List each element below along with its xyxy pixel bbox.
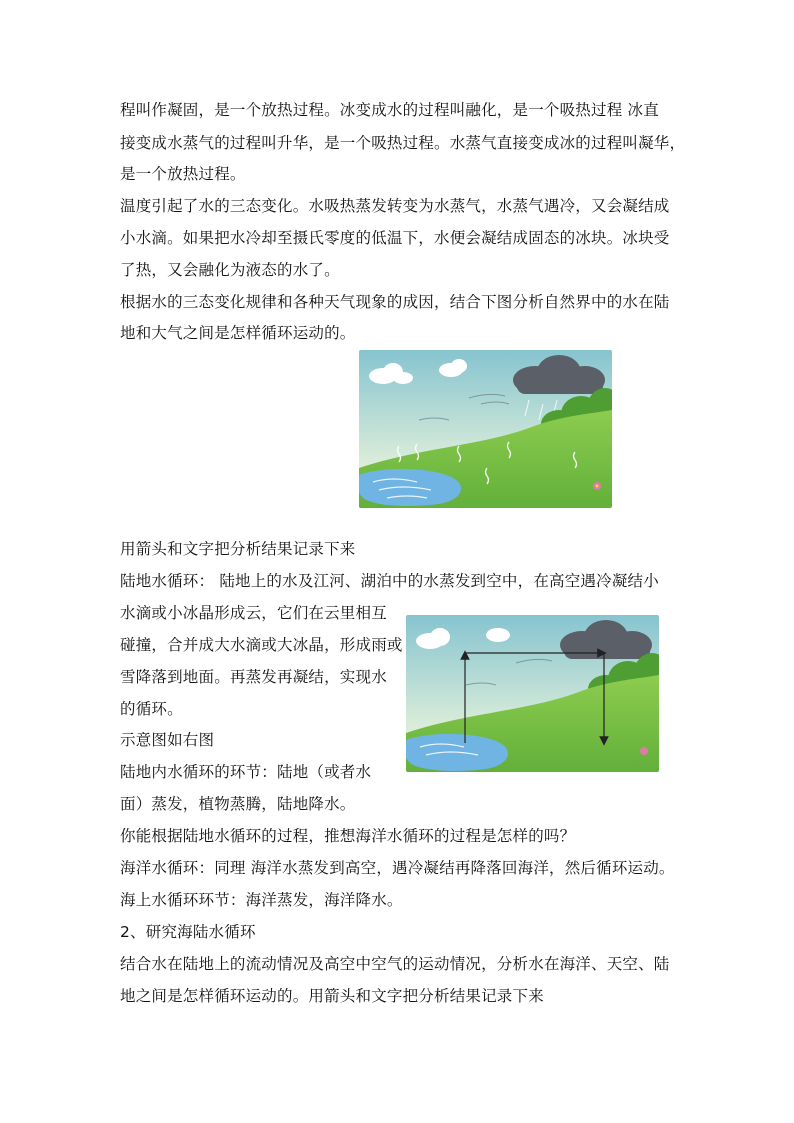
text-line: 温度引起了水的三态变化。水吸热蒸发转变为水蒸气，水蒸气遇冷，又会凝结成	[120, 197, 670, 215]
section-heading: 2、研究海陆水循环	[120, 923, 256, 941]
text-line: 结合水在陆地上的流动情况及高空中空气的运动情况，分析水在海洋、天空、陆	[120, 955, 670, 973]
text-line: 水滴或小冰晶形成云，它们在云里相互	[120, 604, 387, 622]
text-line: 你能根据陆地水循环的过程，推想海洋水循环的过程是怎样的吗？	[120, 827, 576, 845]
text-line: 雪降落到地面。再蒸发再凝结，实现水	[120, 668, 387, 686]
text-line: 海洋水循环：同理 海洋水蒸发到高空，遇冷凝结再降落回海洋，然后循环运动。	[120, 859, 675, 877]
text-line: 示意图如右图	[120, 731, 215, 749]
water-cycle-diagram	[406, 615, 659, 772]
text-line: 了热，又会融化为液态的水了。	[120, 261, 340, 279]
text-line: 面）蒸发，植物蒸腾，陆地降水。	[120, 795, 356, 813]
landscape-illustration	[359, 350, 612, 508]
text-line: 用箭头和文字把分析结果记录下来	[120, 540, 356, 558]
text-line: 陆地内水循环的环节：陆地（或者水	[120, 763, 372, 781]
text-line: 海上水循环环节：海洋蒸发，海洋降水。	[120, 891, 403, 909]
text-line: 程叫作凝固，是一个放热过程。冰变成水的过程叫融化，是一个吸热过程 冰直	[120, 101, 659, 119]
text-line: 的循环。	[120, 700, 183, 718]
text-line: 碰撞，合并成大水滴或大冰晶，形成雨或	[120, 636, 403, 654]
text-line: 地和大气之间是怎样循环运动的。	[120, 324, 356, 342]
text-line: 是一个放热过程。	[120, 165, 246, 183]
text-line: 接变成水蒸气的过程叫升华，是一个吸热过程。水蒸气直接变成冰的过程叫凝华，	[120, 134, 686, 152]
text-line: 根据水的三态变化规律和各种天气现象的成因，结合下图分析自然界中的水在陆	[120, 293, 670, 311]
text-line: 地之间是怎样循环运动的。用箭头和文字把分析结果记录下来	[120, 987, 544, 1005]
text-line: 小水滴。如果把水冷却至摄氏零度的低温下，水便会凝结成固态的冰块。冰块受	[120, 229, 670, 247]
text-line: 陆地水循环： 陆地上的水及江河、湖泊中的水蒸发到空中，在高空遇冷凝结小	[120, 572, 659, 590]
